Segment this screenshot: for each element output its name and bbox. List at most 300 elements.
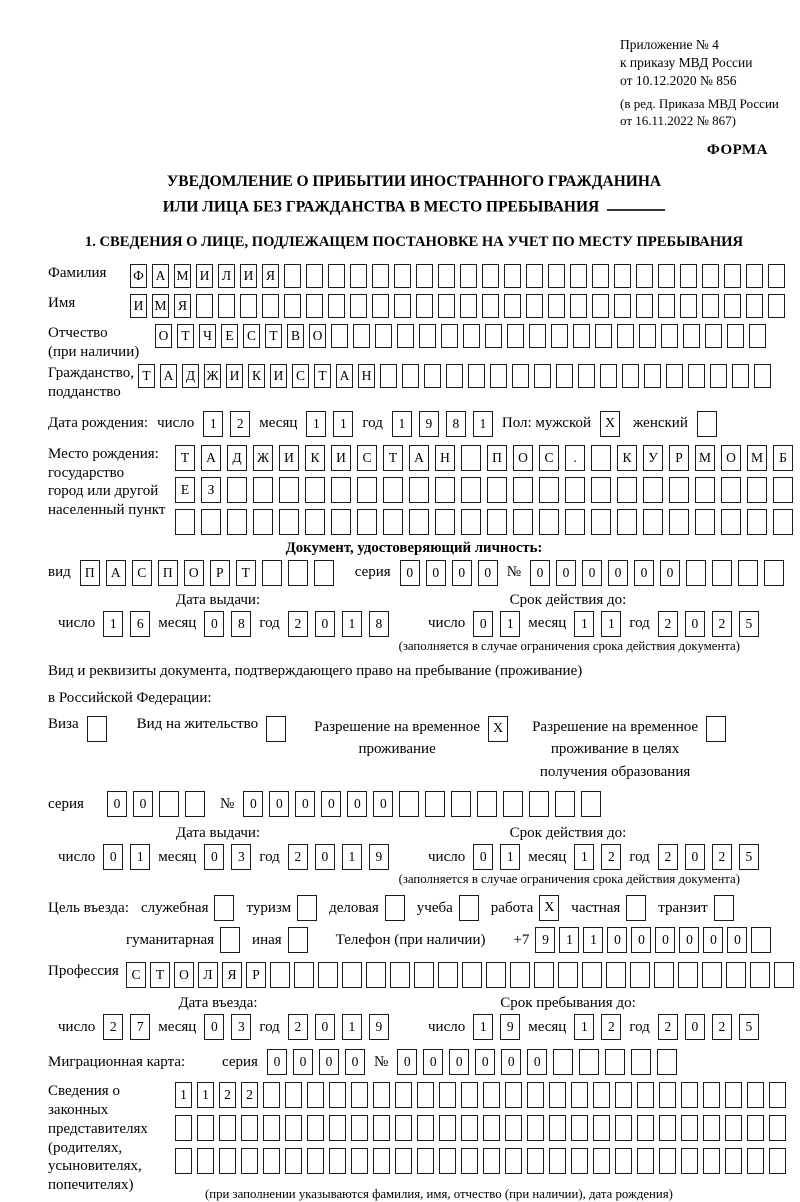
form-cell[interactable] — [485, 324, 502, 348]
form-cell[interactable] — [768, 264, 785, 288]
form-cell[interactable] — [703, 1082, 720, 1108]
gender-female-checkbox[interactable] — [697, 411, 717, 437]
form-cell[interactable] — [746, 264, 763, 288]
form-cell[interactable]: Я — [262, 264, 279, 288]
form-cell[interactable]: И — [130, 294, 147, 318]
form-cell[interactable] — [504, 264, 521, 288]
form-cell[interactable] — [510, 962, 530, 988]
form-cell[interactable] — [357, 509, 377, 535]
form-cell[interactable] — [416, 294, 433, 318]
form-cell[interactable]: М — [152, 294, 169, 318]
form-cell[interactable] — [592, 294, 609, 318]
form-cell[interactable] — [548, 294, 565, 318]
form-cell[interactable] — [201, 509, 221, 535]
form-cell[interactable]: О — [513, 445, 533, 471]
form-cell[interactable]: И — [196, 264, 213, 288]
form-cell[interactable]: К — [617, 445, 637, 471]
form-cell[interactable] — [593, 1148, 610, 1174]
form-cell[interactable]: 0 — [679, 927, 699, 953]
form-cell[interactable] — [661, 324, 678, 348]
form-cell[interactable] — [548, 264, 565, 288]
form-cell[interactable]: Т — [177, 324, 194, 348]
form-cell[interactable] — [461, 1082, 478, 1108]
form-cell[interactable] — [461, 1115, 478, 1141]
form-cell[interactable]: А — [409, 445, 429, 471]
form-cell[interactable]: 2 — [658, 1014, 678, 1040]
form-cell[interactable] — [270, 962, 290, 988]
form-cell[interactable]: М — [747, 445, 767, 471]
form-cell[interactable] — [307, 1115, 324, 1141]
form-cell[interactable] — [487, 477, 507, 503]
form-cell[interactable]: 1 — [500, 611, 520, 637]
form-cell[interactable] — [435, 477, 455, 503]
form-cell[interactable]: 0 — [527, 1049, 547, 1075]
form-cell[interactable]: 0 — [243, 791, 263, 817]
form-cell[interactable]: 1 — [559, 927, 579, 953]
form-cell[interactable]: 0 — [473, 844, 493, 870]
form-cell[interactable]: 1 — [333, 411, 353, 437]
form-cell[interactable] — [712, 560, 732, 586]
form-cell[interactable] — [482, 264, 499, 288]
form-cell[interactable] — [241, 1115, 258, 1141]
form-cell[interactable]: 1 — [574, 611, 594, 637]
form-cell[interactable] — [658, 294, 675, 318]
form-cell[interactable]: 0 — [703, 927, 723, 953]
form-cell[interactable]: 0 — [321, 791, 341, 817]
form-cell[interactable] — [383, 509, 403, 535]
form-cell[interactable] — [571, 1082, 588, 1108]
form-cell[interactable] — [373, 1082, 390, 1108]
form-cell[interactable] — [414, 962, 434, 988]
form-cell[interactable] — [659, 1082, 676, 1108]
form-cell[interactable] — [284, 294, 301, 318]
form-cell[interactable]: 0 — [204, 1014, 224, 1040]
form-cell[interactable]: 2 — [288, 844, 308, 870]
form-cell[interactable] — [703, 1148, 720, 1174]
form-cell[interactable] — [390, 962, 410, 988]
form-cell[interactable] — [710, 364, 727, 388]
form-cell[interactable] — [417, 1082, 434, 1108]
form-cell[interactable] — [636, 264, 653, 288]
form-cell[interactable] — [556, 364, 573, 388]
form-cell[interactable] — [769, 1148, 786, 1174]
form-cell[interactable] — [263, 1115, 280, 1141]
purpose-official-checkbox[interactable] — [214, 895, 234, 921]
form-cell[interactable]: Ч — [199, 324, 216, 348]
form-cell[interactable]: Т — [383, 445, 403, 471]
form-cell[interactable]: 2 — [712, 844, 732, 870]
form-cell[interactable] — [539, 477, 559, 503]
form-cell[interactable] — [409, 477, 429, 503]
form-cell[interactable] — [582, 962, 602, 988]
form-cell[interactable] — [350, 264, 367, 288]
form-cell[interactable] — [507, 324, 524, 348]
form-cell[interactable]: С — [292, 364, 309, 388]
form-cell[interactable] — [591, 509, 611, 535]
form-cell[interactable]: 1 — [342, 611, 362, 637]
form-cell[interactable] — [768, 294, 785, 318]
form-cell[interactable] — [529, 791, 549, 817]
form-cell[interactable] — [460, 264, 477, 288]
form-cell[interactable] — [681, 1115, 698, 1141]
form-cell[interactable] — [617, 509, 637, 535]
form-cell[interactable]: 9 — [500, 1014, 520, 1040]
form-cell[interactable] — [197, 1148, 214, 1174]
form-cell[interactable] — [306, 294, 323, 318]
form-cell[interactable] — [750, 962, 770, 988]
form-cell[interactable] — [477, 791, 497, 817]
form-cell[interactable] — [263, 1148, 280, 1174]
form-cell[interactable] — [441, 324, 458, 348]
form-cell[interactable] — [746, 294, 763, 318]
form-cell[interactable]: 1 — [203, 411, 223, 437]
form-cell[interactable] — [534, 364, 551, 388]
form-cell[interactable]: 0 — [655, 927, 675, 953]
form-cell[interactable] — [555, 791, 575, 817]
form-cell[interactable]: 9 — [535, 927, 555, 953]
form-cell[interactable] — [159, 791, 179, 817]
form-cell[interactable]: 2 — [288, 1014, 308, 1040]
purpose-business-checkbox[interactable] — [385, 895, 405, 921]
form-cell[interactable]: Е — [175, 477, 195, 503]
form-cell[interactable] — [461, 445, 481, 471]
form-cell[interactable]: 0 — [660, 560, 680, 586]
form-cell[interactable]: 2 — [601, 1014, 621, 1040]
form-cell[interactable] — [631, 1049, 651, 1075]
form-cell[interactable] — [751, 927, 771, 953]
form-cell[interactable] — [417, 1115, 434, 1141]
form-cell[interactable]: Ж — [253, 445, 273, 471]
form-cell[interactable]: 0 — [685, 1014, 705, 1040]
form-cell[interactable] — [615, 1082, 632, 1108]
form-cell[interactable] — [617, 324, 634, 348]
form-cell[interactable] — [600, 364, 617, 388]
form-cell[interactable] — [435, 509, 455, 535]
form-cell[interactable] — [593, 1115, 610, 1141]
visa-checkbox[interactable] — [87, 716, 107, 742]
form-cell[interactable] — [439, 1082, 456, 1108]
form-cell[interactable]: 2 — [103, 1014, 123, 1040]
form-cell[interactable] — [446, 364, 463, 388]
form-cell[interactable]: Р — [246, 962, 266, 988]
form-cell[interactable] — [468, 364, 485, 388]
form-cell[interactable] — [284, 264, 301, 288]
form-cell[interactable] — [615, 1148, 632, 1174]
form-cell[interactable]: 1 — [473, 411, 493, 437]
form-cell[interactable] — [328, 264, 345, 288]
form-cell[interactable]: Д — [227, 445, 247, 471]
form-cell[interactable] — [219, 1115, 236, 1141]
form-cell[interactable] — [705, 324, 722, 348]
form-cell[interactable] — [439, 1115, 456, 1141]
form-cell[interactable]: 5 — [739, 1014, 759, 1040]
form-cell[interactable]: 2 — [658, 611, 678, 637]
form-cell[interactable] — [482, 294, 499, 318]
form-cell[interactable] — [724, 294, 741, 318]
form-cell[interactable] — [529, 324, 546, 348]
form-cell[interactable] — [253, 509, 273, 535]
form-cell[interactable] — [659, 1115, 676, 1141]
form-cell[interactable]: 9 — [369, 844, 389, 870]
form-cell[interactable] — [688, 364, 705, 388]
form-cell[interactable] — [196, 294, 213, 318]
form-cell[interactable] — [425, 791, 445, 817]
form-cell[interactable] — [262, 560, 282, 586]
form-cell[interactable] — [686, 560, 706, 586]
form-cell[interactable] — [769, 1082, 786, 1108]
form-cell[interactable] — [394, 294, 411, 318]
form-cell[interactable] — [372, 294, 389, 318]
form-cell[interactable] — [721, 477, 741, 503]
form-cell[interactable] — [551, 324, 568, 348]
form-cell[interactable]: 0 — [426, 560, 446, 586]
form-cell[interactable] — [416, 264, 433, 288]
form-cell[interactable] — [764, 560, 784, 586]
form-cell[interactable] — [318, 962, 338, 988]
form-cell[interactable]: 1 — [583, 927, 603, 953]
form-cell[interactable] — [505, 1115, 522, 1141]
form-cell[interactable] — [460, 294, 477, 318]
form-cell[interactable] — [595, 324, 612, 348]
form-cell[interactable] — [483, 1148, 500, 1174]
form-cell[interactable] — [581, 791, 601, 817]
form-cell[interactable] — [643, 509, 663, 535]
form-cell[interactable]: 0 — [582, 560, 602, 586]
form-cell[interactable]: М — [695, 445, 715, 471]
form-cell[interactable] — [539, 509, 559, 535]
form-cell[interactable]: Ф — [130, 264, 147, 288]
form-cell[interactable] — [395, 1082, 412, 1108]
form-cell[interactable] — [294, 962, 314, 988]
form-cell[interactable]: 0 — [631, 927, 651, 953]
form-cell[interactable]: 1 — [601, 611, 621, 637]
form-cell[interactable] — [486, 962, 506, 988]
form-cell[interactable] — [461, 477, 481, 503]
form-cell[interactable] — [185, 791, 205, 817]
form-cell[interactable] — [279, 509, 299, 535]
form-cell[interactable] — [424, 364, 441, 388]
form-cell[interactable] — [505, 1148, 522, 1174]
form-cell[interactable]: И — [226, 364, 243, 388]
form-cell[interactable] — [197, 1115, 214, 1141]
form-cell[interactable] — [549, 1148, 566, 1174]
form-cell[interactable] — [738, 560, 758, 586]
form-cell[interactable]: С — [126, 962, 146, 988]
form-cell[interactable] — [461, 509, 481, 535]
form-cell[interactable]: О — [155, 324, 172, 348]
form-cell[interactable] — [622, 364, 639, 388]
form-cell[interactable] — [702, 962, 722, 988]
form-cell[interactable]: 9 — [419, 411, 439, 437]
form-cell[interactable]: С — [357, 445, 377, 471]
form-cell[interactable] — [725, 1115, 742, 1141]
form-cell[interactable] — [351, 1082, 368, 1108]
form-cell[interactable]: 0 — [319, 1049, 339, 1075]
form-cell[interactable] — [329, 1148, 346, 1174]
form-cell[interactable]: 0 — [475, 1049, 495, 1075]
form-cell[interactable]: И — [240, 264, 257, 288]
form-cell[interactable] — [463, 324, 480, 348]
form-cell[interactable]: А — [160, 364, 177, 388]
form-cell[interactable]: 2 — [241, 1082, 258, 1108]
form-cell[interactable] — [329, 1115, 346, 1141]
form-cell[interactable]: 0 — [501, 1049, 521, 1075]
form-cell[interactable] — [219, 1148, 236, 1174]
form-cell[interactable]: 0 — [293, 1049, 313, 1075]
form-cell[interactable] — [637, 1082, 654, 1108]
form-cell[interactable]: 0 — [107, 791, 127, 817]
temp-residence-checkbox[interactable]: X — [488, 716, 508, 742]
form-cell[interactable]: 0 — [400, 560, 420, 586]
form-cell[interactable] — [657, 1049, 677, 1075]
form-cell[interactable] — [395, 1115, 412, 1141]
form-cell[interactable]: 3 — [231, 844, 251, 870]
form-cell[interactable] — [666, 364, 683, 388]
form-cell[interactable] — [614, 294, 631, 318]
form-cell[interactable]: 0 — [473, 611, 493, 637]
form-cell[interactable]: П — [487, 445, 507, 471]
form-cell[interactable] — [578, 364, 595, 388]
form-cell[interactable] — [373, 1148, 390, 1174]
form-cell[interactable] — [681, 1148, 698, 1174]
form-cell[interactable]: Н — [435, 445, 455, 471]
form-cell[interactable]: 1 — [500, 844, 520, 870]
form-cell[interactable]: 0 — [347, 791, 367, 817]
form-cell[interactable]: 2 — [601, 844, 621, 870]
form-cell[interactable] — [490, 364, 507, 388]
form-cell[interactable] — [307, 1148, 324, 1174]
form-cell[interactable] — [394, 264, 411, 288]
form-cell[interactable] — [331, 509, 351, 535]
form-cell[interactable]: 7 — [130, 1014, 150, 1040]
form-cell[interactable] — [253, 477, 273, 503]
form-cell[interactable]: . — [565, 445, 585, 471]
form-cell[interactable] — [487, 509, 507, 535]
form-cell[interactable]: 9 — [369, 1014, 389, 1040]
form-cell[interactable] — [527, 1082, 544, 1108]
form-cell[interactable] — [350, 294, 367, 318]
form-cell[interactable]: 0 — [530, 560, 550, 586]
form-cell[interactable] — [617, 477, 637, 503]
form-cell[interactable]: 1 — [130, 844, 150, 870]
form-cell[interactable]: 0 — [345, 1049, 365, 1075]
form-cell[interactable]: 2 — [712, 611, 732, 637]
form-cell[interactable]: В — [287, 324, 304, 348]
form-cell[interactable] — [218, 294, 235, 318]
form-cell[interactable] — [503, 791, 523, 817]
form-cell[interactable]: 0 — [204, 611, 224, 637]
form-cell[interactable] — [773, 509, 793, 535]
form-cell[interactable]: 1 — [342, 1014, 362, 1040]
form-cell[interactable]: 0 — [607, 927, 627, 953]
form-cell[interactable] — [241, 1148, 258, 1174]
form-cell[interactable] — [483, 1082, 500, 1108]
form-cell[interactable]: 1 — [574, 1014, 594, 1040]
form-cell[interactable] — [329, 1082, 346, 1108]
form-cell[interactable] — [644, 364, 661, 388]
form-cell[interactable]: Т — [265, 324, 282, 348]
form-cell[interactable]: 0 — [295, 791, 315, 817]
form-cell[interactable] — [754, 364, 771, 388]
form-cell[interactable]: У — [643, 445, 663, 471]
form-cell[interactable] — [725, 1148, 742, 1174]
purpose-work-checkbox[interactable]: X — [539, 895, 559, 921]
form-cell[interactable] — [571, 1115, 588, 1141]
form-cell[interactable]: Р — [210, 560, 230, 586]
form-cell[interactable]: 8 — [231, 611, 251, 637]
form-cell[interactable] — [702, 264, 719, 288]
form-cell[interactable]: Л — [198, 962, 218, 988]
form-cell[interactable]: О — [309, 324, 326, 348]
form-cell[interactable] — [351, 1115, 368, 1141]
purpose-humanitarian-checkbox[interactable] — [220, 927, 240, 953]
form-cell[interactable] — [695, 509, 715, 535]
form-cell[interactable]: 8 — [369, 611, 389, 637]
form-cell[interactable]: 0 — [608, 560, 628, 586]
form-cell[interactable]: Н — [358, 364, 375, 388]
form-cell[interactable] — [527, 1148, 544, 1174]
form-cell[interactable]: 0 — [556, 560, 576, 586]
form-cell[interactable]: И — [279, 445, 299, 471]
form-cell[interactable] — [727, 324, 744, 348]
form-cell[interactable] — [395, 1148, 412, 1174]
form-cell[interactable] — [721, 509, 741, 535]
form-cell[interactable] — [591, 477, 611, 503]
form-cell[interactable]: 5 — [739, 611, 759, 637]
form-cell[interactable]: 0 — [267, 1049, 287, 1075]
form-cell[interactable] — [680, 264, 697, 288]
form-cell[interactable] — [483, 1115, 500, 1141]
form-cell[interactable] — [306, 264, 323, 288]
form-cell[interactable]: Я — [222, 962, 242, 988]
form-cell[interactable] — [402, 364, 419, 388]
form-cell[interactable]: О — [721, 445, 741, 471]
form-cell[interactable] — [654, 962, 674, 988]
residence-permit-checkbox[interactable] — [266, 716, 286, 742]
form-cell[interactable] — [702, 294, 719, 318]
form-cell[interactable] — [606, 962, 626, 988]
form-cell[interactable]: Т — [236, 560, 256, 586]
form-cell[interactable] — [680, 294, 697, 318]
form-cell[interactable] — [695, 477, 715, 503]
form-cell[interactable]: 6 — [130, 611, 150, 637]
form-cell[interactable] — [375, 324, 392, 348]
temp-residence-edu-checkbox[interactable] — [706, 716, 726, 742]
form-cell[interactable] — [769, 1115, 786, 1141]
form-cell[interactable]: 0 — [315, 1014, 335, 1040]
form-cell[interactable]: Д — [182, 364, 199, 388]
form-cell[interactable] — [526, 264, 543, 288]
form-cell[interactable]: 0 — [634, 560, 654, 586]
form-cell[interactable]: Т — [150, 962, 170, 988]
form-cell[interactable]: 2 — [219, 1082, 236, 1108]
form-cell[interactable] — [747, 1148, 764, 1174]
form-cell[interactable] — [593, 1082, 610, 1108]
form-cell[interactable] — [605, 1049, 625, 1075]
form-cell[interactable] — [305, 509, 325, 535]
form-cell[interactable] — [279, 477, 299, 503]
form-cell[interactable] — [307, 1082, 324, 1108]
form-cell[interactable] — [175, 1115, 192, 1141]
form-cell[interactable] — [240, 294, 257, 318]
form-cell[interactable]: Л — [218, 264, 235, 288]
form-cell[interactable] — [399, 791, 419, 817]
form-cell[interactable]: А — [201, 445, 221, 471]
form-cell[interactable] — [724, 264, 741, 288]
form-cell[interactable] — [342, 962, 362, 988]
form-cell[interactable] — [773, 477, 793, 503]
form-cell[interactable]: 0 — [103, 844, 123, 870]
